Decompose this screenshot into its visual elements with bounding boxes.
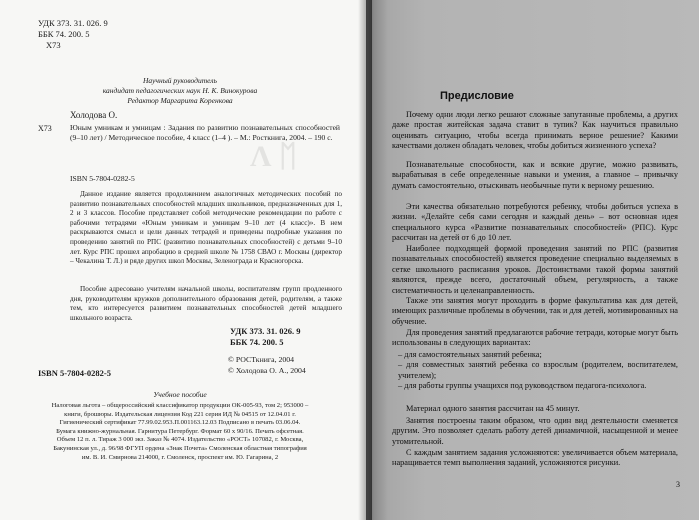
- annotation-audience: Пособие адресовано учителям начальной школы, воспитателям групп продленного дня, руководителям кружков дополнительного образования детей, родителям, а также тем, кто интересуется развитием познавательных способностей детей младшего школьного возраста.: [70, 285, 342, 322]
- isbn-bottom: ISBN 5-7804-0282-5: [38, 368, 111, 378]
- preface-paragraph: Материал одного занятия рассчитан на 45 минут.: [406, 404, 580, 413]
- book-fold: [358, 0, 372, 520]
- preface-paragraph: Эти качества обязательно потребуются ребенку, чтобы добиться успеха в жизни. «Делайте себя сами сегодня и каждый день» – вот основная идея специального курса «Развитие познавательных способностей» (РПС). Курс рассчитан на детей от 6 до 10 лет.: [392, 202, 678, 243]
- author-mark-mid: Х73: [38, 124, 52, 133]
- udk-code-bottom: УДК 373. 31. 026. 9: [230, 326, 301, 336]
- page-number: 3: [676, 480, 680, 489]
- preface-paragraph: С каждым занятием задания усложняются: увеличивается объем материала, наращивается темп выполнения заданий, усложняются рисунки.: [392, 448, 678, 468]
- usage-list: [392, 350, 678, 392]
- supervisor-name: кандидат педагогических наук Н. К. Винокурова: [102, 86, 258, 95]
- annotation-text: Данное издание является продолжением аналогичных методических пособий по развитию познавательных способностей младших школьников, предназначенных для 1, 2 и 3 классов. Пособие представляет собой методические рекомендации по работе с рабочими тетрадями «Юным умникам и умницам 9–10 лет (4 класс)». В нем раскрываются смысл и цели данных тетрадей и приведены подробные указания по проведению занятий по РПС (развитию познавательных способностей) с детьми 9–10 лет. Курс РПС прошел апробацию в средней школе № 1758 СВАО г. Москвы (директор – Чекалина Т. Л.) и ряде других школ Москвы, Зеленограда и Красногорска.: [70, 190, 342, 266]
- preface-paragraph: Занятия построены таким образом, что один вид деятельности сменяется другим. Это позволяет сделать работу детей динамичной, насыщенной и менее утомительной.: [392, 416, 678, 446]
- copyright-author: © Холодова О. А., 2004: [228, 366, 306, 375]
- list-item: – для работы группы учащихся под руководством педагога-психолога.: [398, 381, 647, 391]
- bbk-code-bottom: ББК 74. 200. 5: [230, 337, 284, 347]
- author-name: Холодова О.: [70, 110, 118, 120]
- isbn-record: ISBN 5-7804-0282-5: [70, 174, 135, 183]
- preface-paragraph: Также эти занятия могут проходить в форме факультатива как для детей, имеющих различные проблемы в обучении, так и для детей, мотивированных на обучение.: [392, 296, 678, 326]
- list-item: – для самостоятельных занятий ребенка;: [398, 350, 542, 359]
- udk-code: УДК 373. 31. 026. 9: [38, 18, 108, 28]
- book-title-record: Юным умникам и умницам : Задания по развитию познавательных способностей (9–10 лет) / Методическое пособие, 4 класс (1–4 ). – М.: Росткнига, 2004. – 190 с.: [70, 123, 340, 143]
- supervisor-label: Научный руководитель: [143, 76, 217, 85]
- copyright-block: [228, 354, 306, 376]
- editor-name: Редактор Маргарита Коренкова: [127, 96, 233, 105]
- copyright-publisher: © РОСТкнига, 2004: [228, 355, 295, 364]
- imprint-text: Налоговая льгота – общероссийский классификатор продукции ОК-005-93, том 2; 953000 – книги, брошюры. Издательская лицензия Код 221 серия ИД № 04515 от 12.04.01 г. Гигиенический сертификат 77.99.02.953.П.001163.12.03 Подписано в печать 03.06.04. Бумага книжно-журнальная. Гарнитура Петербург. Формат 60 х 90/16. Печать офсетная. Объем 12 п. л. Тираж 3 000 экз. Заказ № 4074. Издательство «РОСТ» 107082, г. Москва, Бакунинская ул., д. 96/98 ФГУП ордена «Знак Почета» Смоленская областная типография им. В. И. Смирнова 214000, г. Смоленск, проспект им. Ю. Гагарина, 2: [51, 402, 309, 461]
- list-item: – для совместных занятий ребенка со взрослым (родителем, воспитателем, учителем);: [398, 360, 678, 380]
- imprint-title: Учебное пособие: [153, 390, 207, 399]
- udk-block-bottom: [230, 326, 301, 348]
- preface-paragraph: Познавательные способности, как и всякие другие, можно развивать, вырабатывая в себе определенные навыки и умения, а главное – привычку думать самостоятельно, отыскивать необычные пути к верному решению.: [392, 160, 678, 190]
- preface-title: Предисловие: [440, 90, 514, 102]
- bbk-code: ББК 74. 200. 5: [38, 29, 90, 39]
- preface-paragraph: Наиболее подходящей формой проведения занятий по РПС (развития познавательных способностей) является проведение специально выделяемых в сетке школьного расписания уроков. Достоинствами такой формы занятий являются, прежде всего, достаточный объем, регулярность, а также систематичность и целенаправленность.: [392, 244, 678, 295]
- watermark-text: Ʌ ᛖ: [250, 140, 298, 173]
- preface-paragraph: Почему одни люди легко решают сложные запутанные проблемы, а других даже простая житейская задача ставит в тупик? Как научиться правильно оценивать ситуацию, чтобы всегда принимать верное решение? Какими качествами должен обладать человек, чтобы добиться жизненного успеха?: [392, 110, 678, 151]
- author-mark: Х73: [46, 40, 61, 50]
- preface-paragraph: Для проведения занятий предлагаются рабочие тетради, которые могут быть использованы в следующих вариантах:: [392, 328, 678, 348]
- udk-block-top: [38, 18, 108, 51]
- supervisor-block: [70, 76, 290, 106]
